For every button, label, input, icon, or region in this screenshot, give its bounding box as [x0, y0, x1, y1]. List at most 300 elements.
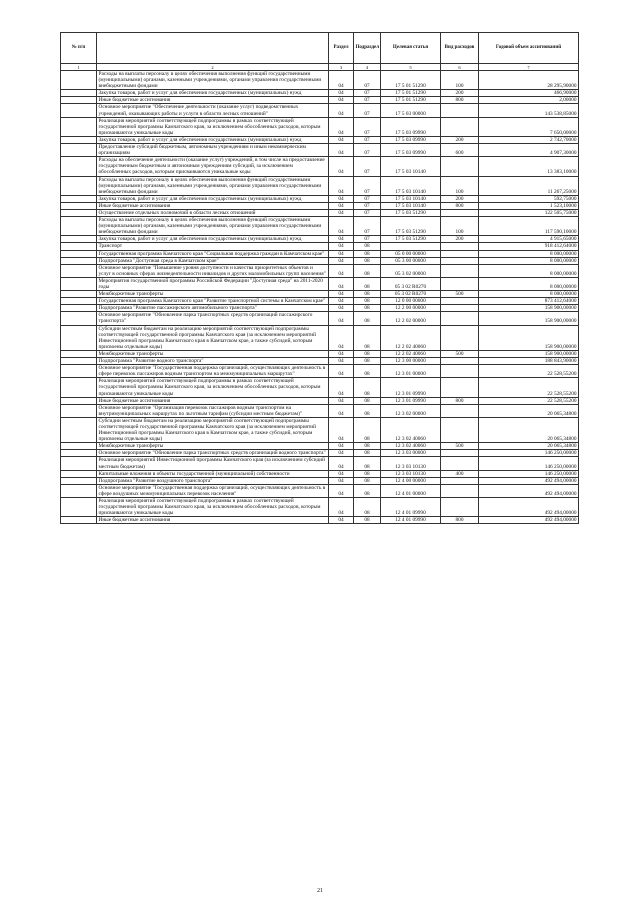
row-name: Закупка товаров, работ и услуг для обеспечения государственных (муниципальных) нужд	[97, 195, 329, 202]
row-amount: 2,00000	[479, 97, 579, 104]
table-row	[61, 243, 579, 250]
row-kind	[441, 209, 479, 216]
budget-table	[60, 32, 579, 524]
row-index	[61, 470, 97, 477]
row-section: 04	[329, 236, 354, 243]
row-subsection: 07	[354, 71, 381, 90]
row-index	[61, 195, 97, 202]
row-amount: 158 900,00000	[479, 350, 579, 357]
row-subsection: 08	[354, 277, 381, 290]
table-row	[61, 144, 579, 157]
row-amount: 4 907,30000	[479, 144, 579, 157]
row-index	[61, 350, 97, 357]
row-kind: 200	[441, 195, 479, 202]
row-kind	[441, 417, 479, 442]
table-row	[61, 157, 579, 176]
row-amount: 146 250,00000	[479, 457, 579, 470]
row-index	[61, 104, 97, 117]
row-index	[61, 305, 97, 312]
row-name: Основное мероприятие "Повышение уровня доступности и качества приоритетных объектов и услуг в основных сферах жизнедеятельности инвалидов и других маломобильных групп населения"	[97, 264, 329, 277]
row-kind: 100	[441, 217, 479, 236]
row-subsection: 08	[354, 404, 381, 417]
row-target: 05 3 02 R0270	[381, 277, 441, 290]
row-kind	[441, 498, 479, 517]
row-kind	[441, 477, 479, 484]
row-index	[61, 378, 97, 397]
row-name: Иные бюджетные ассигнования	[97, 517, 329, 524]
row-name: Мероприятия государственной программы Российской Федерации "Доступная среда" на 2011-2020 годы	[97, 277, 329, 290]
table-row	[61, 264, 579, 277]
row-amount: 8 000,00000	[479, 264, 579, 277]
column-number: 3	[329, 64, 354, 71]
row-amount: 158 900,00000	[479, 325, 579, 350]
row-target: 12 2 00 00000	[381, 305, 441, 312]
row-amount: 8 000,00000	[479, 291, 579, 298]
row-name: Основное мероприятие "Обеспечение деятельности (оказание услуг) подведомственных учреждений, оказывающих работы и услуги в области лесных отношений"	[97, 104, 329, 117]
row-name: Подпрограмма "Доступная среда в Камчатском крае"	[97, 257, 329, 264]
row-amount: 158 900,00000	[479, 312, 579, 325]
row-index	[61, 117, 97, 136]
row-amount: 873 412,64000	[479, 298, 579, 305]
row-amount: 22 528,55200	[479, 397, 579, 404]
row-section: 04	[329, 397, 354, 404]
row-amount: 188 843,90000	[479, 358, 579, 365]
row-subsection: 08	[354, 298, 381, 305]
row-index	[61, 484, 97, 497]
row-subsection: 08	[354, 312, 381, 325]
row-subsection: 07	[354, 209, 381, 216]
row-section: 04	[329, 277, 354, 290]
row-section: 04	[329, 136, 354, 143]
row-index	[61, 217, 97, 236]
row-amount: 20 065,34800	[479, 443, 579, 450]
row-subsection: 07	[354, 136, 381, 143]
row-amount: 22 528,55200	[479, 378, 579, 397]
row-amount: 20 065,34800	[479, 417, 579, 442]
table-row	[61, 277, 579, 290]
row-section: 04	[329, 517, 354, 524]
row-target: 17 5 03 10140	[381, 176, 441, 195]
table-row	[61, 176, 579, 195]
table-row	[61, 484, 579, 497]
row-index	[61, 277, 97, 290]
row-section: 04	[329, 305, 354, 312]
row-index	[61, 209, 97, 216]
row-amount: 11 267,25000	[479, 176, 579, 195]
row-subsection: 08	[354, 291, 381, 298]
row-subsection: 08	[354, 450, 381, 457]
row-subsection: 07	[354, 195, 381, 202]
row-amount: 22 528,55200	[479, 365, 579, 378]
row-subsection: 08	[354, 250, 381, 257]
row-name: Основное мероприятие "Государственная поддержка организаций, осуществляющих деятельность в сфере перевозок пассажиров водным транспортом на межмуниципальных маршрутах"	[97, 365, 329, 378]
row-name: Подпрограмма "Развитие водного транспорта"	[97, 358, 329, 365]
table-row	[61, 104, 579, 117]
column-number: 2	[97, 64, 329, 71]
row-section: 04	[329, 104, 354, 117]
row-name: Реализация мероприятий соответствующей подпрограммы в рамках соответствующей государственной программы Камчатского края, за исключением обособленных расходов, которым присваиваются уникальные коды	[97, 117, 329, 136]
row-name: Государственная программа Камчатского края "Социальная поддержка граждан в Камчатском крае"	[97, 250, 329, 257]
row-kind	[441, 104, 479, 117]
row-amount: 143 538,85000	[479, 104, 579, 117]
row-subsection: 07	[354, 144, 381, 157]
table-body	[61, 71, 579, 524]
row-section: 04	[329, 325, 354, 350]
row-subsection: 08	[354, 457, 381, 470]
row-subsection: 08	[354, 243, 381, 250]
table-row	[61, 195, 579, 202]
row-index	[61, 397, 97, 404]
table-row	[61, 517, 579, 524]
row-target: 17 5 03 10140	[381, 195, 441, 202]
row-section: 04	[329, 202, 354, 209]
row-section: 04	[329, 291, 354, 298]
row-section: 04	[329, 157, 354, 176]
row-amount: 8 000,00000	[479, 257, 579, 264]
row-kind: 100	[441, 176, 479, 195]
row-index	[61, 157, 97, 176]
row-index	[61, 202, 97, 209]
table-row	[61, 291, 579, 298]
row-name: Расходы на выплаты персоналу в целях обеспечения выполнения функций государственными (муниципальными) органами, казенными учреждениями, органами управления государственными внебюджетными фондами	[97, 217, 329, 236]
row-section: 04	[329, 176, 354, 195]
row-target: 12 3 03 00000	[381, 450, 441, 457]
row-name: Закупка товаров, работ и услуг для обеспечения государственных (муниципальных) нужд	[97, 136, 329, 143]
row-section: 04	[329, 144, 354, 157]
row-index	[61, 291, 97, 298]
row-name: Закупка товаров, работ и услуг для обеспечения государственных (муниципальных) нужд	[97, 236, 329, 243]
row-index	[61, 517, 97, 524]
row-name: Межбюджетные трансферты	[97, 350, 329, 357]
row-target: 12 2 02 40060	[381, 350, 441, 357]
row-subsection: 07	[354, 117, 381, 136]
row-kind	[441, 484, 479, 497]
row-kind	[441, 305, 479, 312]
row-section: 04	[329, 498, 354, 517]
row-kind	[441, 325, 479, 350]
row-section: 04	[329, 457, 354, 470]
row-target: 12 4 01 09990	[381, 517, 441, 524]
table-row	[61, 71, 579, 90]
row-section: 04	[329, 257, 354, 264]
header-amount: Годовой объем ассигнований	[479, 33, 579, 64]
row-subsection: 07	[354, 104, 381, 117]
row-section: 04	[329, 404, 354, 417]
row-index	[61, 250, 97, 257]
table-row	[61, 365, 579, 378]
table-row	[61, 217, 579, 236]
row-name: Реализация мероприятий соответствующей подпрограммы в рамках соответствующей государственной программы Камчатского края, за исключением обособленных расходов, которым присваиваются уникальные коды	[97, 498, 329, 517]
row-index	[61, 71, 97, 90]
row-name: Расходы на выплаты персоналу в целях обеспечения выполнения функций государственными (муниципальными) органами, казенными учреждениями, органами управления государственными внебюджетными фондами	[97, 176, 329, 195]
row-subsection: 08	[354, 517, 381, 524]
header-subsection: Подраздел	[354, 33, 381, 64]
row-amount: 122 505,75000	[479, 209, 579, 216]
row-kind	[441, 378, 479, 397]
row-subsection: 07	[354, 90, 381, 97]
row-subsection: 07	[354, 236, 381, 243]
row-section: 04	[329, 243, 354, 250]
row-index	[61, 144, 97, 157]
row-section: 04	[329, 209, 354, 216]
row-section: 04	[329, 358, 354, 365]
row-kind: 800	[441, 517, 479, 524]
row-name: Подпрограмма "Развитие воздушного транспорта"	[97, 477, 329, 484]
table-row	[61, 209, 579, 216]
row-kind: 800	[441, 97, 479, 104]
table-row	[61, 202, 579, 209]
header-section: Раздел	[329, 33, 354, 64]
row-index	[61, 312, 97, 325]
row-kind: 200	[441, 136, 479, 143]
row-kind: 500	[441, 291, 479, 298]
row-subsection: 07	[354, 176, 381, 195]
row-name: Иные бюджетные ассигнования	[97, 397, 329, 404]
row-target: 12 4 00 00000	[381, 477, 441, 484]
row-subsection: 08	[354, 498, 381, 517]
row-section: 04	[329, 298, 354, 305]
table-row	[61, 470, 579, 477]
table-row	[61, 350, 579, 357]
row-kind: 800	[441, 397, 479, 404]
row-kind	[441, 157, 479, 176]
row-kind: 500	[441, 350, 479, 357]
row-target: 05 3 02 00000	[381, 264, 441, 277]
row-subsection: 07	[354, 157, 381, 176]
row-target: 12 3 01 00000	[381, 365, 441, 378]
row-index	[61, 97, 97, 104]
page-number: 21	[317, 888, 323, 894]
row-name: Закупка товаров, работ и услуг для обеспечения государственных (муниципальных) нужд	[97, 90, 329, 97]
row-index	[61, 257, 97, 264]
row-section: 04	[329, 450, 354, 457]
row-name: Расходы на выплаты персоналу в целях обеспечения выполнения функций государственными (муниципальными) органами, казенными учреждениями, органами управления государственными внебюджетными фондами	[97, 71, 329, 90]
row-name: Межбюджетные трансферты	[97, 443, 329, 450]
row-amount: 466,90000	[479, 90, 579, 97]
row-target: 12 4 01 09990	[381, 498, 441, 517]
row-index	[61, 176, 97, 195]
row-kind	[441, 243, 479, 250]
row-target	[381, 243, 441, 250]
row-amount: 592,75000	[479, 195, 579, 202]
row-subsection: 08	[354, 397, 381, 404]
header-row	[61, 33, 579, 64]
row-target: 12 3 02 40060	[381, 443, 441, 450]
row-name: Государственная программа Камчатского края "Развитие транспортной системы в Камчатском крае"	[97, 298, 329, 305]
row-kind: 500	[441, 443, 479, 450]
row-amount: 4 915,65000	[479, 236, 579, 243]
row-kind: 200	[441, 90, 479, 97]
header-kind: Вид расходов	[441, 33, 479, 64]
budget-table-page	[60, 32, 578, 524]
row-section: 04	[329, 90, 354, 97]
row-subsection: 07	[354, 217, 381, 236]
table-row	[61, 358, 579, 365]
table-row	[61, 404, 579, 417]
row-index	[61, 298, 97, 305]
table-row	[61, 305, 579, 312]
table-row	[61, 397, 579, 404]
row-target: 17 5 01 51290	[381, 97, 441, 104]
row-target: 05 3 02 R0270	[381, 291, 441, 298]
row-kind	[441, 457, 479, 470]
row-amount: 158 900,00000	[479, 305, 579, 312]
row-amount: 13 383,10000	[479, 157, 579, 176]
row-target: 17 5 03 51290	[381, 217, 441, 236]
row-section: 04	[329, 97, 354, 104]
row-amount: 146 250,00000	[479, 450, 579, 457]
row-index	[61, 90, 97, 97]
row-kind	[441, 250, 479, 257]
column-number: 6	[441, 64, 479, 71]
row-index	[61, 236, 97, 243]
row-name: Основное мероприятие "Обновление парка транспортных средств организаций пассажирского транспорта"	[97, 312, 329, 325]
row-index	[61, 358, 97, 365]
row-kind	[441, 117, 479, 136]
row-subsection: 07	[354, 97, 381, 104]
table-row	[61, 136, 579, 143]
row-target: 17 5 03 00000	[381, 104, 441, 117]
row-section: 04	[329, 117, 354, 136]
column-number: 1	[61, 64, 97, 71]
table-row	[61, 250, 579, 257]
table-row	[61, 443, 579, 450]
row-amount: 8 000,00000	[479, 277, 579, 290]
row-kind	[441, 312, 479, 325]
row-section: 04	[329, 378, 354, 397]
row-amount: 492 494,00000	[479, 477, 579, 484]
row-name: Подпрограмма "Развитие пассажирского автомобильного транспорта"	[97, 305, 329, 312]
row-subsection: 08	[354, 325, 381, 350]
row-kind	[441, 257, 479, 264]
row-name: Реализация мероприятий Инвестиционной программы Камчатского края (за исключением субсидий местным бюджетам)	[97, 457, 329, 470]
row-kind	[441, 450, 479, 457]
row-target: 12 3 00 00000	[381, 358, 441, 365]
row-subsection: 08	[354, 264, 381, 277]
row-target: 17 5 03 10140	[381, 157, 441, 176]
row-name: Иные бюджетные ассигнования	[97, 202, 329, 209]
row-subsection: 08	[354, 417, 381, 442]
row-target: 12 3 01 09990	[381, 378, 441, 397]
table-row	[61, 257, 579, 264]
row-index	[61, 457, 97, 470]
row-index	[61, 264, 97, 277]
row-section: 04	[329, 477, 354, 484]
table-row	[61, 378, 579, 397]
row-target: 12 4 01 00000	[381, 484, 441, 497]
column-number-row	[61, 64, 579, 71]
row-target: 12 2 02 40060	[381, 325, 441, 350]
row-section: 04	[329, 71, 354, 90]
row-kind	[441, 358, 479, 365]
row-amount: 492 494,00000	[479, 517, 579, 524]
row-target: 17 5 03 51290	[381, 236, 441, 243]
table-row	[61, 477, 579, 484]
column-number: 4	[354, 64, 381, 71]
row-index	[61, 243, 97, 250]
row-target: 12 3 02 40060	[381, 417, 441, 442]
column-number: 5	[381, 64, 441, 71]
row-index	[61, 404, 97, 417]
row-target: 12 3 02 00000	[381, 404, 441, 417]
row-kind: 200	[441, 236, 479, 243]
row-amount: 918 412,64000	[479, 243, 579, 250]
row-amount: 8 000,00000	[479, 250, 579, 257]
row-subsection: 08	[354, 257, 381, 264]
table-row	[61, 450, 579, 457]
row-subsection: 07	[354, 202, 381, 209]
table-row	[61, 417, 579, 442]
row-index	[61, 443, 97, 450]
row-subsection: 08	[354, 350, 381, 357]
column-number: 7	[479, 64, 579, 71]
row-target: 12 2 02 00000	[381, 312, 441, 325]
row-kind	[441, 298, 479, 305]
table-row	[61, 312, 579, 325]
row-amount: 7 650,00000	[479, 117, 579, 136]
header-target: Целевая статья	[381, 33, 441, 64]
table-row	[61, 457, 579, 470]
row-section: 04	[329, 350, 354, 357]
row-amount: 28 295,90000	[479, 71, 579, 90]
row-target: 17 5 03 51290	[381, 209, 441, 216]
row-target: 12 3 03 10130	[381, 457, 441, 470]
row-index	[61, 136, 97, 143]
row-section: 04	[329, 195, 354, 202]
row-subsection: 08	[354, 305, 381, 312]
row-target: 05 0 00 00000	[381, 250, 441, 257]
row-name: Межбюджетные трансферты	[97, 291, 329, 298]
row-name: Капитальные вложения в объекты государственной (муниципальной) собственности	[97, 470, 329, 477]
row-target: 12 3 01 09990	[381, 397, 441, 404]
row-name: Предоставление субсидий бюджетным, автономным учреждениям и иным некоммерческим организациям	[97, 144, 329, 157]
row-section: 04	[329, 312, 354, 325]
row-subsection: 08	[354, 443, 381, 450]
row-kind	[441, 404, 479, 417]
row-subsection: 08	[354, 470, 381, 477]
row-amount: 492 494,00000	[479, 498, 579, 517]
row-section: 04	[329, 217, 354, 236]
row-name: Транспорт	[97, 243, 329, 250]
row-kind: 800	[441, 202, 479, 209]
table-row	[61, 498, 579, 517]
row-amount: 117 590,10000	[479, 217, 579, 236]
table-row	[61, 90, 579, 97]
table-row	[61, 117, 579, 136]
table-row	[61, 325, 579, 350]
row-name: Осуществление отдельных полномочий в области лесных отношений	[97, 209, 329, 216]
row-name: Основное мероприятие "Государственная поддержка организаций, осуществляющих деятельность в сфере воздушных межмуниципальных перевозок населения"	[97, 484, 329, 497]
table-row	[61, 236, 579, 243]
row-target: 05 3 00 00000	[381, 257, 441, 264]
row-amount: 492 494,00000	[479, 484, 579, 497]
row-name: Основное мероприятие "Обновление парка транспортных средств организаций водного транспорта"	[97, 450, 329, 457]
row-target: 17 5 03 09990	[381, 144, 441, 157]
row-subsection: 08	[354, 358, 381, 365]
row-target: 17 5 01 51290	[381, 90, 441, 97]
row-kind: 400	[441, 470, 479, 477]
row-target: 12 0 00 00000	[381, 298, 441, 305]
row-kind: 600	[441, 144, 479, 157]
row-target: 17 5 03 10140	[381, 202, 441, 209]
row-amount: 1 523,10000	[479, 202, 579, 209]
row-kind	[441, 365, 479, 378]
row-target: 17 5 03 09990	[381, 117, 441, 136]
row-section: 04	[329, 484, 354, 497]
row-name: Иные бюджетные ассигнования	[97, 97, 329, 104]
row-amount: 20 065,34800	[479, 404, 579, 417]
header-name	[97, 33, 329, 64]
